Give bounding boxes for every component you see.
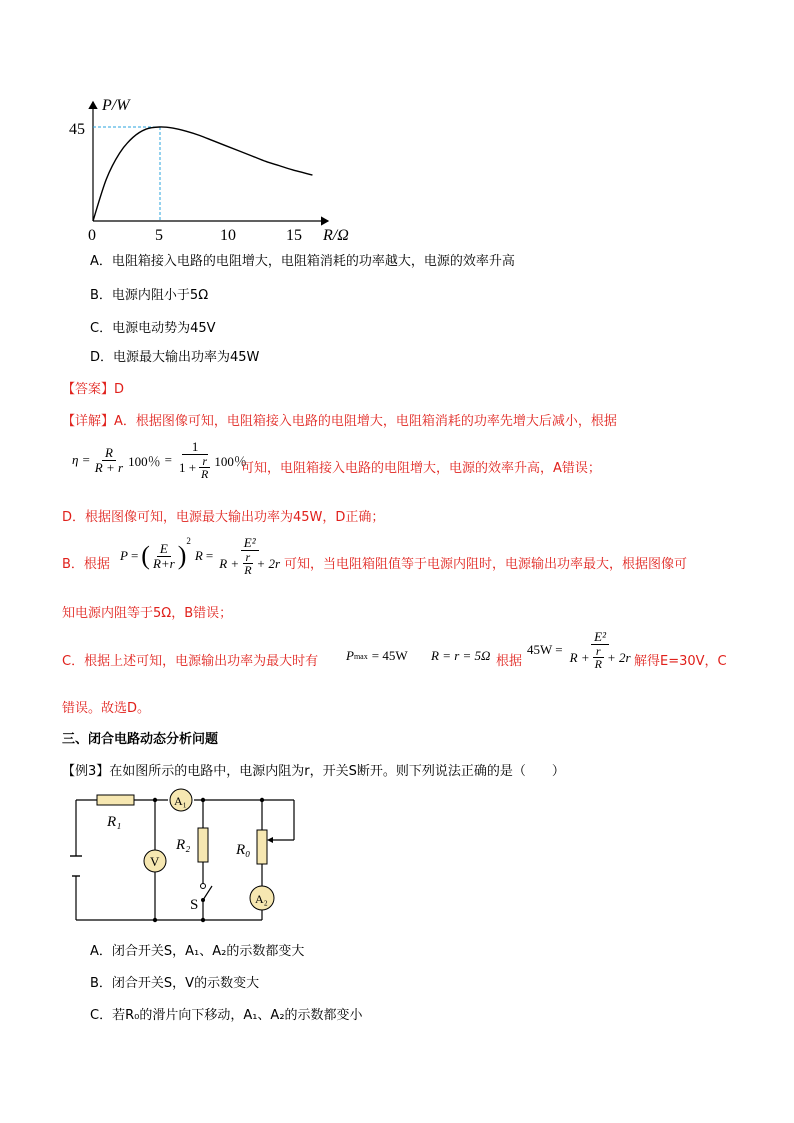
explanation-line-6-mid: 根据 (496, 654, 523, 669)
x-tick-5: 5 (155, 227, 163, 244)
label-v: V (150, 854, 160, 869)
efficiency-formula: η = $\frac{R}{R + r}$ 100％ = 1 1 + $\frac{r}{R}$ 100％ (72, 439, 247, 482)
switch-contact-bottom (201, 898, 205, 902)
power-formula: P = ( $\frac{E}{R+r}$ ) $^2$ R = E² R + $\frac{r}{R}$ + 2r (120, 535, 281, 578)
junction-dot (153, 918, 157, 922)
x-tick-15: 15 (286, 227, 302, 244)
answer-line: 【答案】D (62, 382, 125, 397)
example-3-option-a: A．闭合开关S，A₁、A₂的示数都变大 (90, 944, 305, 959)
option-c: C．电源电动势为45V (90, 321, 216, 336)
r-equality-formula: R = r = 5Ω (431, 648, 491, 663)
explanation-line-6-suffix: 解得E=30V，C (634, 654, 727, 669)
junction-dot (153, 798, 157, 802)
junction-dot (201, 918, 205, 922)
explanation-line-4: 可知，当电阻箱阻值等于电源内阻时，电源输出功率最大，根据图像可 (284, 557, 688, 572)
explanation-line-5: 知电源内阻等于5Ω，B错误； (62, 606, 233, 621)
label-r1: R₁ (107, 814, 122, 830)
power-curve (93, 127, 312, 221)
option-d: D．电源最大输出功率为45W (90, 350, 260, 365)
circuit-diagram (70, 788, 330, 928)
eta-symbol: η (72, 452, 79, 468)
label-a2: A₂ (255, 892, 268, 906)
x-axis-label: R/Ω (323, 227, 349, 244)
example-3-option-b: B．闭合开关S，V的示数变大 (90, 976, 260, 991)
x-tick-0: 0 (88, 227, 96, 244)
explanation-line-4-prefix: B．根据 (62, 557, 110, 572)
example-3-question: 【例3】在如图所示的电路中，电源内阻为r，开关S断开。则下列说法正确的是（ ） (62, 764, 565, 779)
label-r2: R₂ (176, 837, 191, 853)
explanation-line-2: 可知，电阻箱接入电路的电阻增大，电源的效率升高，A错误； (241, 461, 601, 476)
switch-contact-top (201, 884, 206, 889)
solve-formula: 45W = E² R + $\frac{r}{R}$ + 2r (527, 629, 631, 672)
junction-dot (201, 798, 205, 802)
explanation-line-1: 【详解】A．根据图像可知，电阻箱接入电路的电阻增大，电阻箱消耗的功率先增大后减小，根据 (62, 414, 617, 429)
junction-dot (260, 798, 264, 802)
rheostat-slider-arrow (267, 837, 273, 843)
resistor-r2 (198, 828, 208, 862)
label-switch: S (190, 897, 199, 913)
y-tick-45: 45 (69, 121, 85, 138)
option-b: B．电源内阻小于5Ω (90, 288, 209, 303)
pmax-formula: P max = 45W (346, 648, 408, 663)
label-r0: R₀ (236, 842, 251, 858)
y-axis-label: P/W (102, 97, 130, 114)
label-a1: A₁ (174, 794, 187, 808)
explanation-line-6-prefix: C．根据上述可知，电源输出功率为最大时有 (62, 654, 319, 669)
rheostat-r0 (257, 830, 267, 864)
explanation-line-3: D．根据图像可知，电源最大输出功率为45W，D正确； (62, 510, 385, 525)
section-title: 三、闭合电路动态分析问题 (62, 732, 219, 747)
option-a: A．电阻箱接入电路的电阻增大，电阻箱消耗的功率越大，电源的效率升高 (90, 254, 515, 269)
power-resistance-graph (60, 92, 370, 248)
x-tick-10: 10 (220, 227, 236, 244)
explanation-line-7: 错误。故选D。 (62, 701, 151, 716)
example-3-option-c: C．若R₀的滑片向下移动，A₁、A₂的示数都变小 (90, 1008, 363, 1023)
resistor-r1 (97, 795, 134, 805)
